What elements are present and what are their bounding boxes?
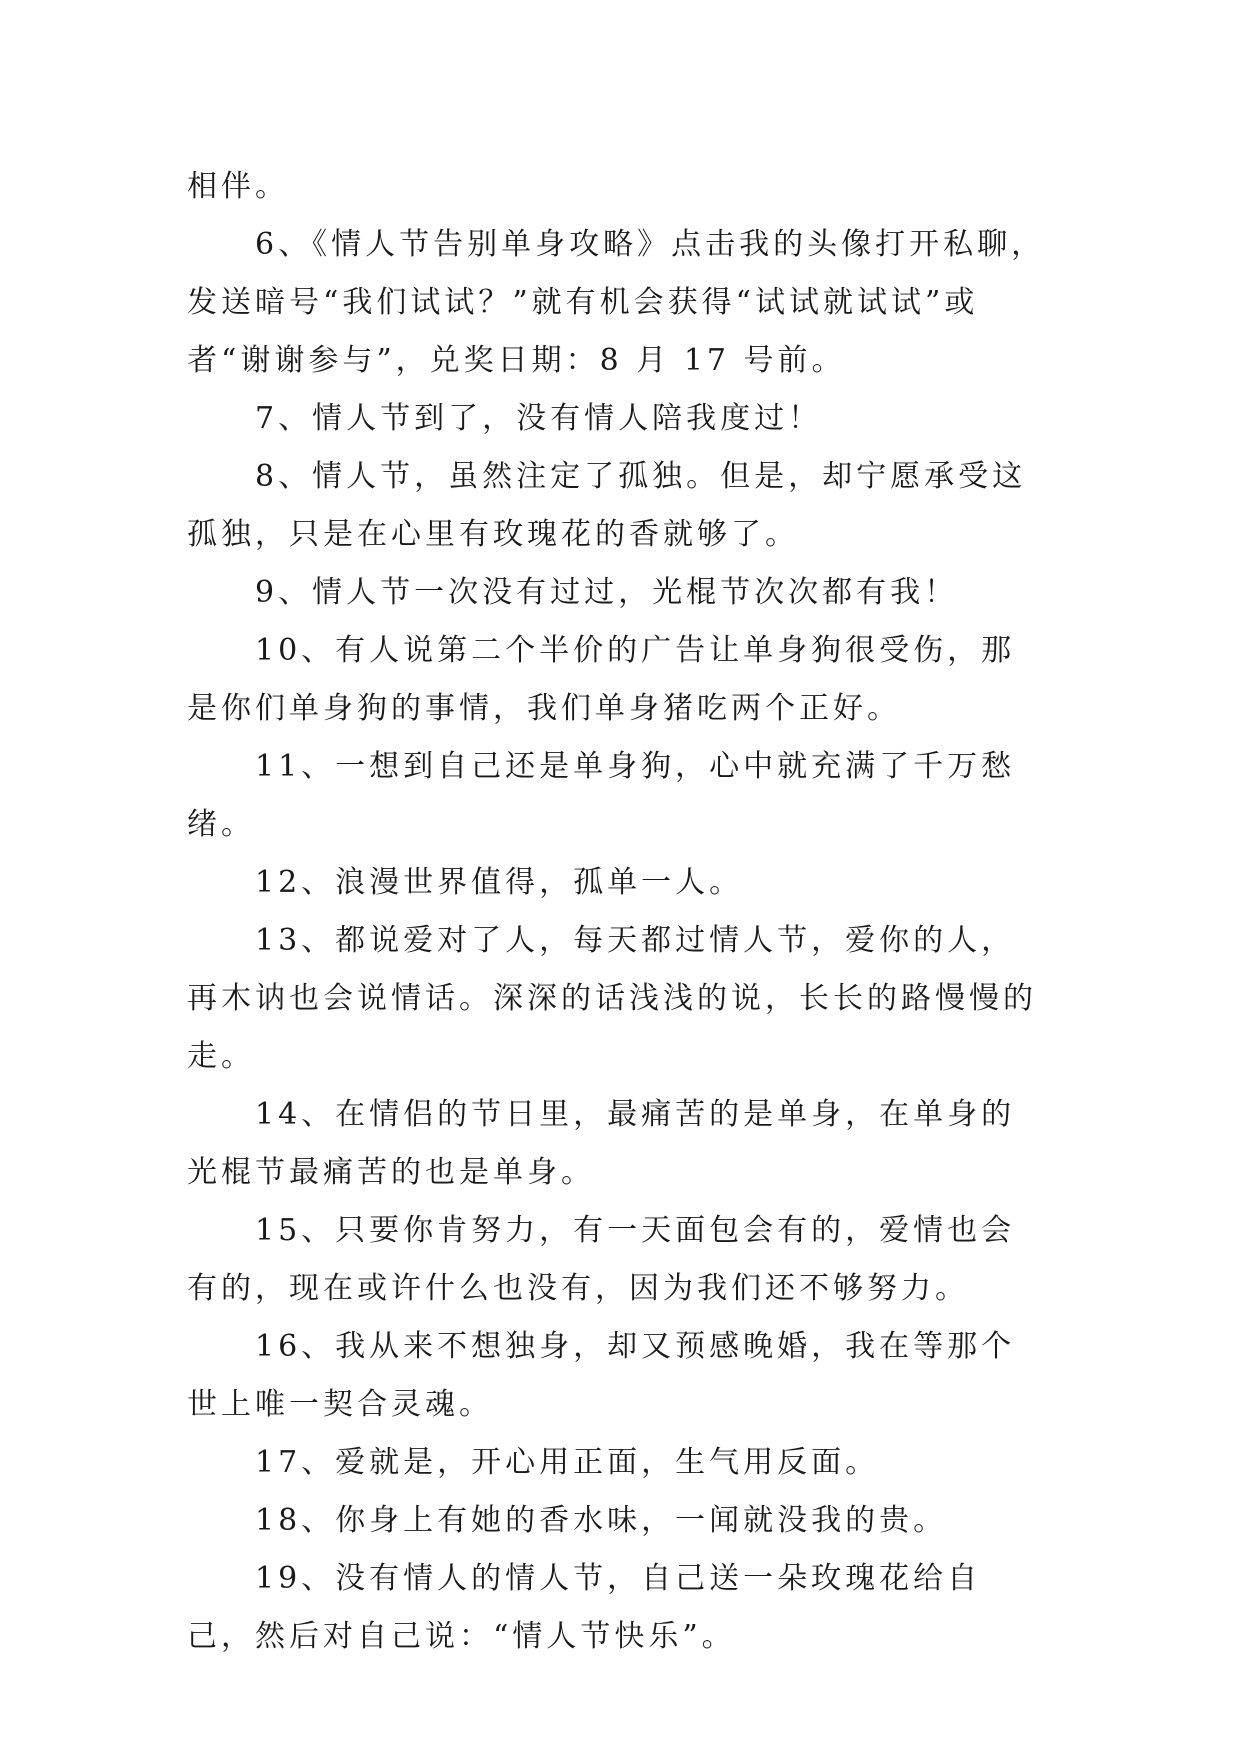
paragraph-item-18: 18、你身上有她的香水味，一闻就没我的贵。 xyxy=(255,1503,948,1538)
paragraph-item-12: 12、浪漫世界值得，孤单一人。 xyxy=(255,865,744,900)
paragraph-item-11: 11、一想到自己还是单身狗，心中就充满了千万愁绪。 xyxy=(187,749,1016,842)
paragraph-item-14: 14、在情侣的节日里，最痛苦的是单身，在单身的光棍节最痛苦的也是单身。 xyxy=(187,1097,1016,1190)
paragraph-continuation: 相伴。 xyxy=(187,169,289,204)
paragraph-item-7: 7、情人节到了，没有情人陪我度过！ xyxy=(255,401,823,436)
paragraph-item-8: 8、情人节，虽然注定了孤独。但是，却宁愿承受这孤独，只是在心里有玫瑰花的香就够了。 xyxy=(187,459,1027,552)
paragraph-item-13: 13、都说爱对了人，每天都过情人节，爱你的人，再木讷也会说情话。深深的话浅浅的说，长长的路慢慢的走。 xyxy=(187,923,1037,1074)
paragraph-item-6: 6、《情人节告别单身攻略》点击我的头像打开私聊，发送暗号“我们试试？”就有机会获得“试试就试试”或者“谢谢参与”，兑奖日期：8 月 17 号前。 xyxy=(187,227,1046,378)
paragraph-item-19: 19、没有情人的情人节，自己送一朵玫瑰花给自己，然后对自己说：“情人节快乐”。 xyxy=(187,1561,982,1654)
paragraph-item-9: 9、情人节一次没有过过，光棍节次次都有我！ xyxy=(255,575,959,610)
document-body xyxy=(187,158,1047,1666)
paragraph-item-10: 10、有人说第二个半价的广告让单身狗很受伤，那是你们单身狗的事情，我们单身猪吃两个正好。 xyxy=(187,633,1016,726)
paragraph-item-17: 17、爱就是，开心用正面，生气用反面。 xyxy=(255,1445,880,1480)
paragraph-item-16: 16、我从来不想独身，却又预感晚婚，我在等那个世上唯一契合灵魂。 xyxy=(187,1329,1016,1422)
paragraph-item-15: 15、只要你肯努力，有一天面包会有的，爱情也会有的，现在或许什么也没有，因为我们还不够努力。 xyxy=(187,1213,1016,1306)
